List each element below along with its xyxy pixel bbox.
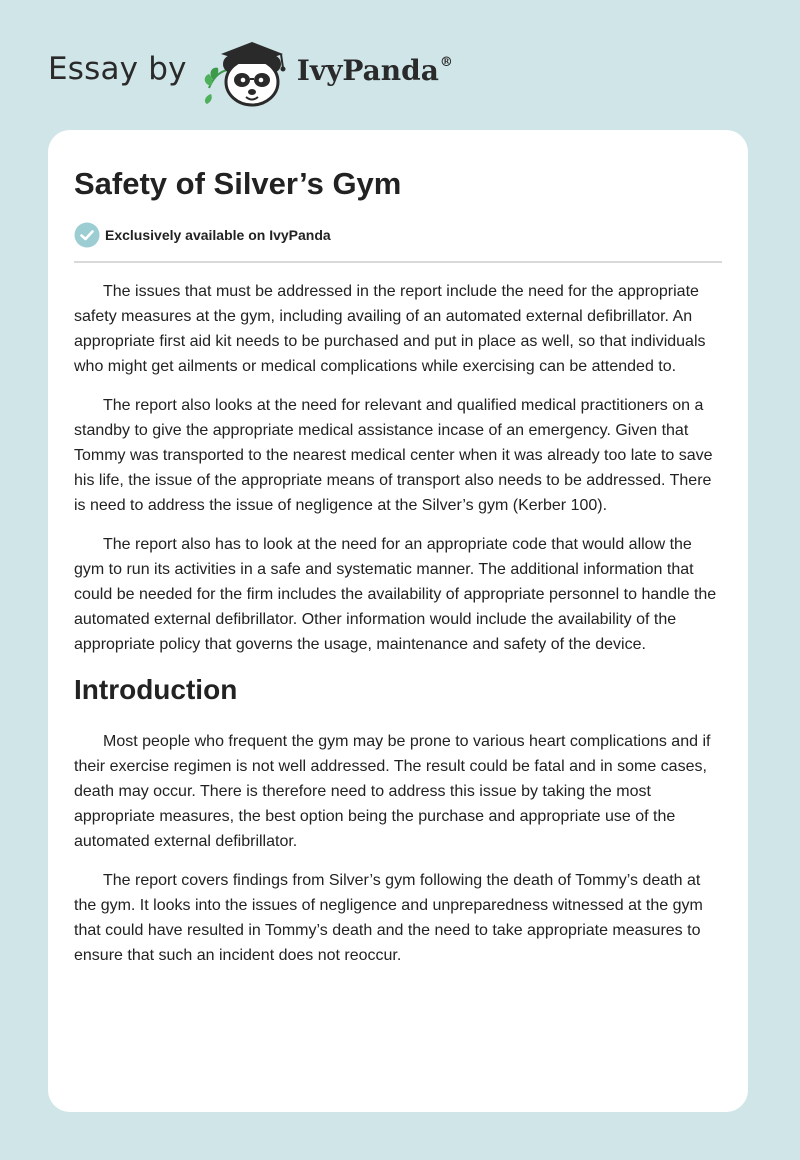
divider xyxy=(74,261,722,263)
brand-name-text: IvyPanda xyxy=(296,53,439,87)
panda-logo-icon xyxy=(201,36,293,108)
essay-card xyxy=(48,130,748,1112)
paragraph: The report also looks at the need for relevant and qualified medical practitioners on a standby to give the appropriate medical assistance incase of an emergency. Given that Tommy was transported to the nearest medical center when it was already too late to save his life, the issue of the appropriate means of transport also needs to be addressed. There is need to address the issue of negligence at the Silver’s gym (Kerber 100). xyxy=(74,397,713,514)
exclusive-badge xyxy=(74,222,331,248)
badge-label: Exclusively available on IvyPanda xyxy=(105,227,331,243)
paragraph: The report also has to look at the need for an appropriate code that would allow the gym to run its activities in a safe and systematic manner. The additional information that could be needed for the firm includes the availability of appropriate personnel to handle the automated external defibrillator. Other information would include the availability of the appropriate policy that governs the usage, maintenance and safety of the device. xyxy=(74,536,717,653)
registered-mark: ® xyxy=(439,54,453,70)
check-circle-icon xyxy=(74,222,100,248)
brand-header[interactable] xyxy=(48,36,453,108)
page-title: Safety of Silver’s Gym xyxy=(74,166,402,201)
paragraph: Most people who frequent the gym may be prone to various heart complications and if their exercise regimen is not well addressed. The result could be fatal and in some cases, death may occur. There is therefore need to address this issue by taking the most appropriate measures, the best option being the purchase and appropriate use of the automated external defibrillator. xyxy=(74,733,711,850)
section-heading: Introduction xyxy=(74,674,238,705)
paragraph: The issues that must be addressed in the report include the need for the appropriate safety measures at the gym, including availing of an automated external defibrillator. An appropriate first aid kit needs to be purchased and put in place as well, so that individuals who might get ailments or medical complications while exercising can be attended to. xyxy=(74,283,706,375)
brand-name xyxy=(297,54,453,87)
essay-body xyxy=(74,279,724,982)
brand-prefix: Essay by xyxy=(48,51,187,87)
paragraph: The report covers findings from Silver’s gym following the death of Tommy’s death at the gym. It looks into the issues of negligence and unpreparedness witnessed at the gym that could have resulted in Tommy’s death and the need to take appropriate measures to ensure that such an incident does not reoccur. xyxy=(74,872,703,964)
